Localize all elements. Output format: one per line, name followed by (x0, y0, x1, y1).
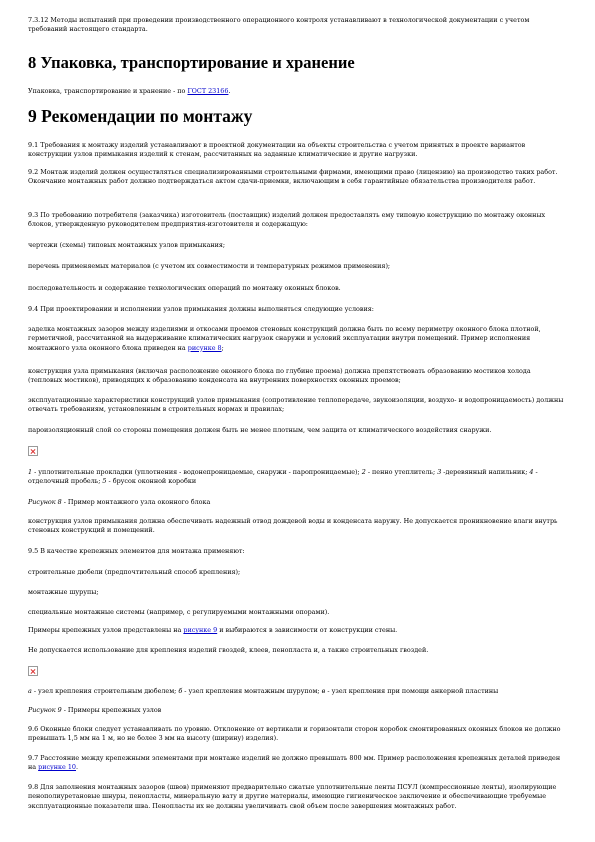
text: и выбираются в зависимости от конструкции стены. (217, 626, 398, 634)
legend-number: 2 (361, 468, 366, 476)
paragraph-9-3-a: чертежи (схемы) типовых монтажных узлов примыкания; (28, 241, 226, 249)
legend-text: -деревянный напильник; (441, 468, 530, 476)
paragraph-9-5-c: специальные монтажные системы (например, с регулируемыми монтажными опорами). (28, 608, 330, 616)
figure-8-caption (28, 498, 210, 507)
legend-letter: в (321, 687, 326, 695)
legend-text: - узел крепления монтажным шурупом; (182, 687, 322, 695)
paragraph-9-4: 9.4 При проектировании и исполнении узлов примыкания должны выполняться следующие условия: (28, 305, 374, 313)
figure-9-broken-image-icon (28, 666, 38, 676)
legend-text: - уплотнительные прокладки (уплотнения - водонепроницаемые, снаружи - паропроницаемые); (32, 468, 362, 476)
paragraph-9-4-b: конструкция узла примыкания (включая расположение оконного блока по глубине проема) должна препятствовать образованию мостиков холода (тепловых мостиков), приводящих к образованию конденсата на внутренних поверхностях оконных проемов; (28, 367, 531, 385)
paragraph-9-3: 9.3 По требованию потребителя (заказчика) изготовитель (поставщик) изделий должен предоставлять ему типовую конструкцию по монтажу оконных блоков, утвержденную руководителем предприятия-изготовителя и содержащую: (28, 211, 546, 229)
paragraph-8-text (28, 87, 230, 96)
text: ; (221, 343, 224, 352)
legend-letter: б (178, 687, 183, 695)
figure-8-legend (28, 468, 565, 487)
paragraph-9-5: 9.5 В качестве крепежных элементов для монтажа применяют: (28, 547, 245, 555)
paragraph-9-5-e: Не допускается использование для крепления изделий гвоздей, клеев, пенопласта и, а также строительных гвоздей. (28, 646, 429, 654)
figure-9-legend (28, 687, 565, 696)
paragraph-9-5-d (28, 626, 397, 635)
legend-text: - узел крепления строительным дюбелем; (31, 687, 179, 695)
figure-9-link[interactable]: рисунке 9 (183, 626, 218, 634)
figure-8-broken-image-icon (28, 446, 38, 456)
paragraph-9-7 (28, 754, 565, 773)
legend-number: 5 (102, 477, 107, 486)
legend-letter: а (28, 687, 32, 695)
paragraph-figure-8-after: конструкция узлов примыкания должна обеспечивать надежный отвод дождевой воды и конденсата наружу. Не допускается проникновение влаги внутрь стеновых конструкций и помещений. (28, 517, 558, 535)
legend-text: - пенно утеплитель; (365, 468, 438, 476)
text: Упаковка, транспортирование и хранение - по (28, 87, 188, 95)
figure-8-link[interactable]: рисунке 8 (187, 343, 222, 352)
legend-number: 1 (28, 468, 33, 476)
figure-9-caption (28, 706, 161, 715)
section-9-heading: 9 Рекомендации по монтажу (28, 106, 253, 126)
paragraph-9-2: 9.2 Монтаж изделий должен осуществляться специализированными строительными фирмами, имеющими право (лицензию) на производство таких работ. Окончание монтажных работ должно подтверждаться актом сдачи-приемки, включающим в себя гарантийные обязательства производителя работ. (28, 168, 558, 186)
paragraph-9-5-a: строительные дюбели (предпочтительный способ крепления); (28, 568, 241, 576)
paragraph-9-8: 9.8 Для заполнения монтажных зазоров (швов) применяют предварительно сжатые уплотнительные ленты ПСУЛ (компрессионные ленты), изолирующие пенополиуретановые шнуры, пенопласты, минеральную вату и другие материалы, имеющие гигиеническое заключение и обеспечивающие требуемые эксплуатационные показатели шва. Пенопласты их не должны увеличивать свой объем после завершения монтажных работ. (28, 783, 557, 810)
paragraph-9-6: 9.6 Оконные блоки следует устанавливать по уровню. Отклонение от вертикали и горизонтали сторон коробок смонтированных оконных блоков не должно превышать 1,5 мм на 1 м, но не более 3 мм на высоту (ширину) изделия). (28, 725, 561, 743)
paragraph-9-3-c: последовательность и содержание технологических операций по монтажу оконных блоков. (28, 284, 341, 292)
paragraph-7-3-12: 7.3.12 Методы испытаний при проведении производственного операционного контроля устанавливают в технологической документации с учетом требований настоящего стандарта. (28, 16, 530, 34)
paragraph-9-4-c: эксплуатационные характеристики конструкций узлов примыкания (сопротивление теплопередаче, звукоизоляции, воздухо- и водопроницаемость) должны отвечать требованиям, установленным в строительных нормах и правилах; (28, 396, 564, 414)
caption-text: - Пример монтажного узла оконного блока (61, 498, 211, 506)
text: 9.7 Расстояние между крепежными элементами при монтаже изделий не должно превышать 800 мм. Пример расположения крепежных деталей приведен на (28, 754, 561, 772)
section-8-heading: 8 Упаковка, транспортирование и хранение (28, 53, 355, 72)
gost-23166-link[interactable]: ГОСТ 23166 (187, 87, 229, 95)
legend-number: 4 (529, 468, 534, 476)
legend-text: - брусок оконной коробки (106, 477, 197, 486)
legend-text: - узел крепления при помощи анкерной пластины (325, 687, 499, 695)
text: . (228, 87, 231, 95)
text: . (76, 763, 79, 772)
paragraph-9-4-d: пароизоляционный слой со стороны помещения должен быть не менее плотным, чем защита от климатического воздействия снаружи. (28, 426, 492, 434)
legend-text: - отделочный пробель; (28, 468, 538, 486)
caption-label: Рисунок 8 (28, 498, 62, 506)
paragraph-9-4-a (28, 325, 565, 353)
caption-label: Рисунок 9 (28, 706, 62, 714)
paragraph-9-3-b: перечень применяемых материалов (с учетом их совместимости и температурных режимов применения); (28, 262, 391, 270)
caption-text: - Примеры крепежных узлов (61, 706, 162, 714)
paragraph-9-1: 9.1 Требования к монтажу изделий устанавливают в проектной документации на объекты строительства с учетом принятых в проекте вариантов конструкции узлов примыкания изделий к стенам, рассчитанных на заданные климатические и другие нагрузки. (28, 141, 526, 159)
legend-number: 3 (437, 468, 442, 476)
text: заделка монтажных зазоров между изделиями и откосами проемов стеновых конструкций должна быть по всему периметру оконного блока плотной, герметичной, рассчитанной на выдерживание климатических нагрузок снаружи и условий эксплуатации внутри помещений. Пример исполнения монтажного узла оконного блока приведен на (28, 325, 541, 352)
paragraph-9-5-b: монтажные шурупы; (28, 588, 99, 596)
figure-10-link[interactable]: рисунке 10 (38, 763, 76, 772)
text: Примеры крепежных узлов представлены на (28, 626, 184, 634)
